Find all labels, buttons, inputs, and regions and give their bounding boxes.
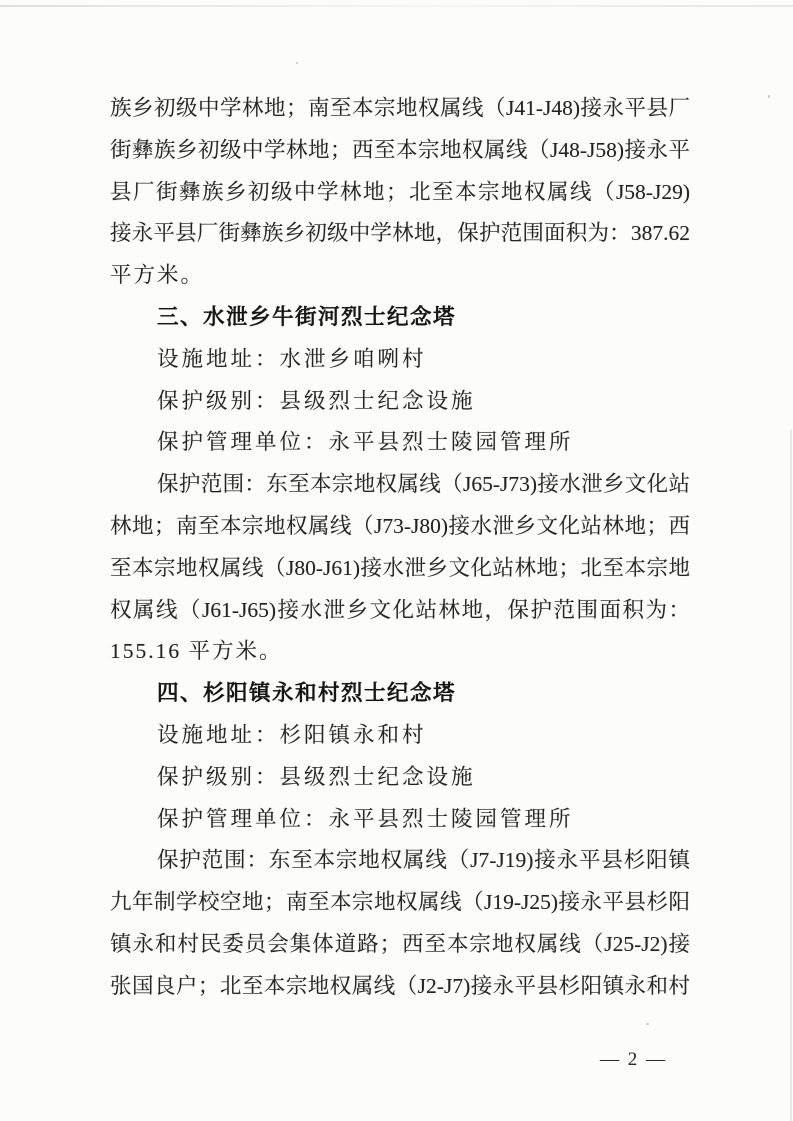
text-line: 至本宗地权属线（J80-J61)接水泄乡文化站林地；北至本宗地 [110, 555, 690, 580]
document-body [110, 88, 690, 1008]
text-line: 保护管理单位：永平县烈士陵园管理所 [157, 806, 574, 831]
text-line: 接永平县厂街彝族乡初级中学林地，保护范围面积为：387.62 [110, 221, 690, 246]
scan-speck [646, 1023, 649, 1025]
text-line: 保护级别：县级烈士纪念设施 [157, 764, 476, 789]
text-line: 保护级别：县级烈士纪念设施 [157, 388, 476, 413]
scan-speck [768, 95, 770, 98]
scan-artifact-top-line [0, 5, 793, 7]
text-line: 保护范围：东至本宗地权属线（J65-J73)接水泄乡文化站 [157, 472, 690, 497]
text-line: 设施地址：水泄乡咱咧村 [157, 346, 427, 371]
text-line: 保护范围：东至本宗地权属线（J7-J19)接永平县杉阳镇 [157, 848, 690, 873]
text-line: 155.16 平方米。 [110, 639, 283, 664]
section-heading: 三、水泄乡牛街河烈士纪念塔 [157, 304, 457, 329]
text-line: 权属线（J61-J65)接水泄乡文化站林地，保护范围面积为： [110, 597, 690, 622]
scan-speck [296, 62, 298, 64]
page-number: — 2 — [600, 1049, 667, 1070]
text-line: 县厂街彝族乡初级中学林地；北至本宗地权属线（J58-J29) [110, 179, 690, 204]
text-line: 设施地址：杉阳镇永和村 [157, 722, 427, 747]
text-line: 镇永和村民委员会集体道路；西至本宗地权属线（J25-J2)接 [110, 931, 690, 956]
text-line: 林地；南至本宗地权属线（J73-J80)接水泄乡文化站林地；西 [110, 513, 690, 538]
text-line: 街彝族乡初级中学林地；西至本宗地权属线（J48-J58)接永平 [110, 137, 690, 162]
text-line: 族乡初级中学林地；南至本宗地权属线（J41-J48)接永平县厂 [110, 96, 690, 120]
text-line: 平方米。 [110, 263, 205, 288]
scan-artifact-right-line [790, 430, 792, 1121]
text-line: 九年制学校空地；南至本宗地权属线（J19-J25)接永平县杉阳 [110, 890, 690, 915]
section-heading: 四、杉阳镇永和村烈士纪念塔 [157, 681, 457, 706]
text-line: 保护管理单位：永平县烈士陵园管理所 [157, 430, 574, 455]
text-line: 张国良户；北至本宗地权属线（J2-J7)接永平县杉阳镇永和村 [110, 973, 690, 998]
